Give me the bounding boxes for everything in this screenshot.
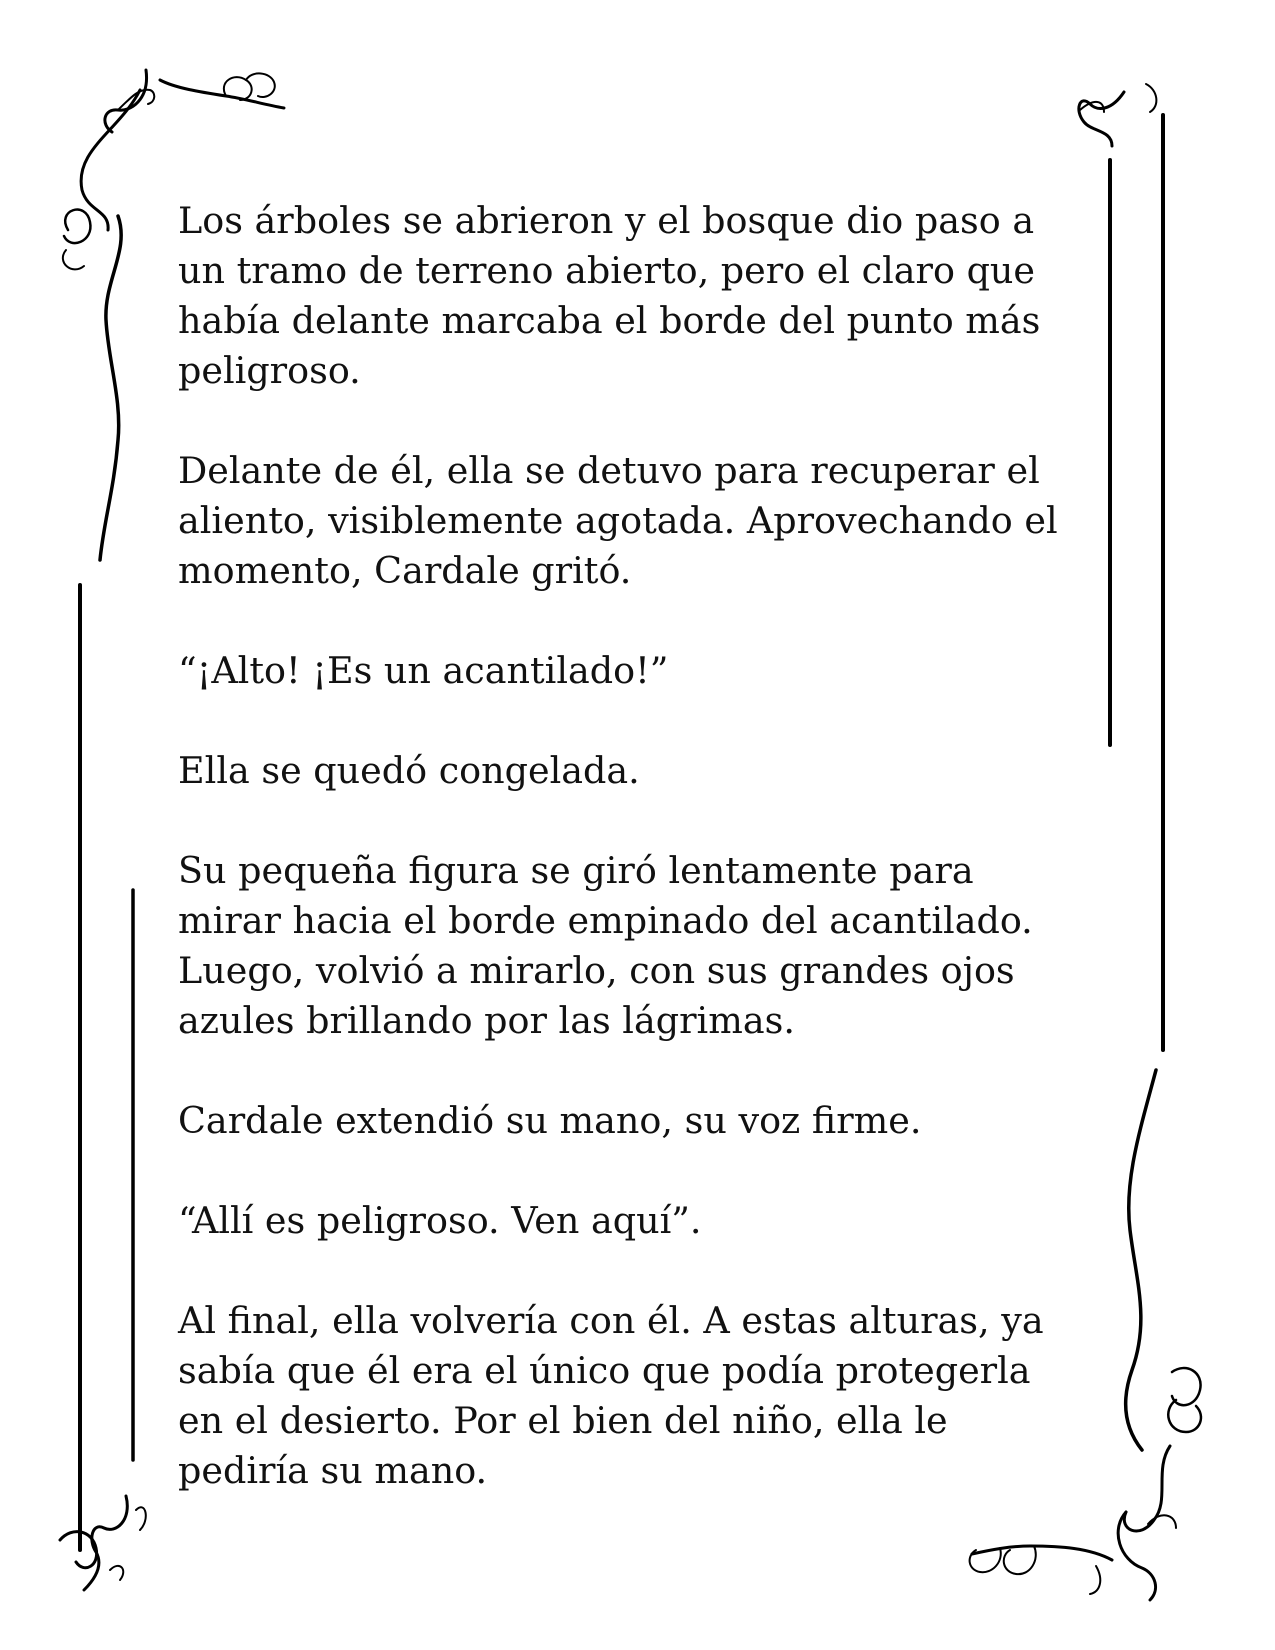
story-text (178, 196, 1098, 1496)
paragraph-line: Ella se quedó congelada. (178, 749, 640, 792)
paragraph-line: en el desierto. Por el bien del niño, ella le (178, 1399, 948, 1442)
paragraph-4 (178, 746, 1098, 796)
paragraph-line: azules brillando por las lágrimas. (178, 999, 795, 1042)
paragraph-line: sabía que él era el único que podía protegerla (178, 1349, 1031, 1392)
paragraph-line: Los árboles se abrieron y el bosque dio paso a (178, 199, 1035, 242)
paragraph-line: mirar hacia el borde empinado del acantilado. (178, 899, 1033, 942)
paragraph-8 (178, 1296, 1098, 1496)
paragraph-line: Delante de él, ella se detuvo para recuperar el (178, 449, 1040, 492)
paragraph-line: había delante marcaba el borde del punto más (178, 299, 1041, 342)
paragraph-line: aliento, visiblemente agotada. Aprovechando el (178, 499, 1058, 542)
paragraph-line: momento, Cardale gritó. (178, 549, 632, 592)
paragraph-line: Cardale extendió su mano, su voz firme. (178, 1099, 922, 1142)
paragraph-1 (178, 196, 1098, 396)
paragraph-line: pediría su mano. (178, 1449, 488, 1492)
paragraph-line: Su pequeña figura se giró lentamente para (178, 849, 974, 892)
paragraph-line: peligroso. (178, 349, 361, 392)
paragraph-line: “Allí es peligroso. Ven aquí”. (178, 1199, 702, 1242)
paragraph-line: Al final, ella volvería con él. A estas alturas, ya (178, 1299, 1044, 1342)
paragraph-line: “¡Alto! ¡Es un acantilado!” (178, 649, 669, 692)
paragraph-line: Luego, volvió a mirarlo, con sus grandes ojos (178, 949, 1015, 992)
paragraph-7 (178, 1196, 1098, 1246)
bottom-left-flourish-ornament (60, 1496, 146, 1590)
paragraph-line: un tramo de terreno abierto, pero el claro que (178, 249, 1036, 292)
paragraph-3 (178, 646, 1098, 696)
paragraph-6 (178, 1096, 1098, 1146)
paragraph-2 (178, 446, 1098, 596)
paragraph-5 (178, 846, 1098, 1046)
